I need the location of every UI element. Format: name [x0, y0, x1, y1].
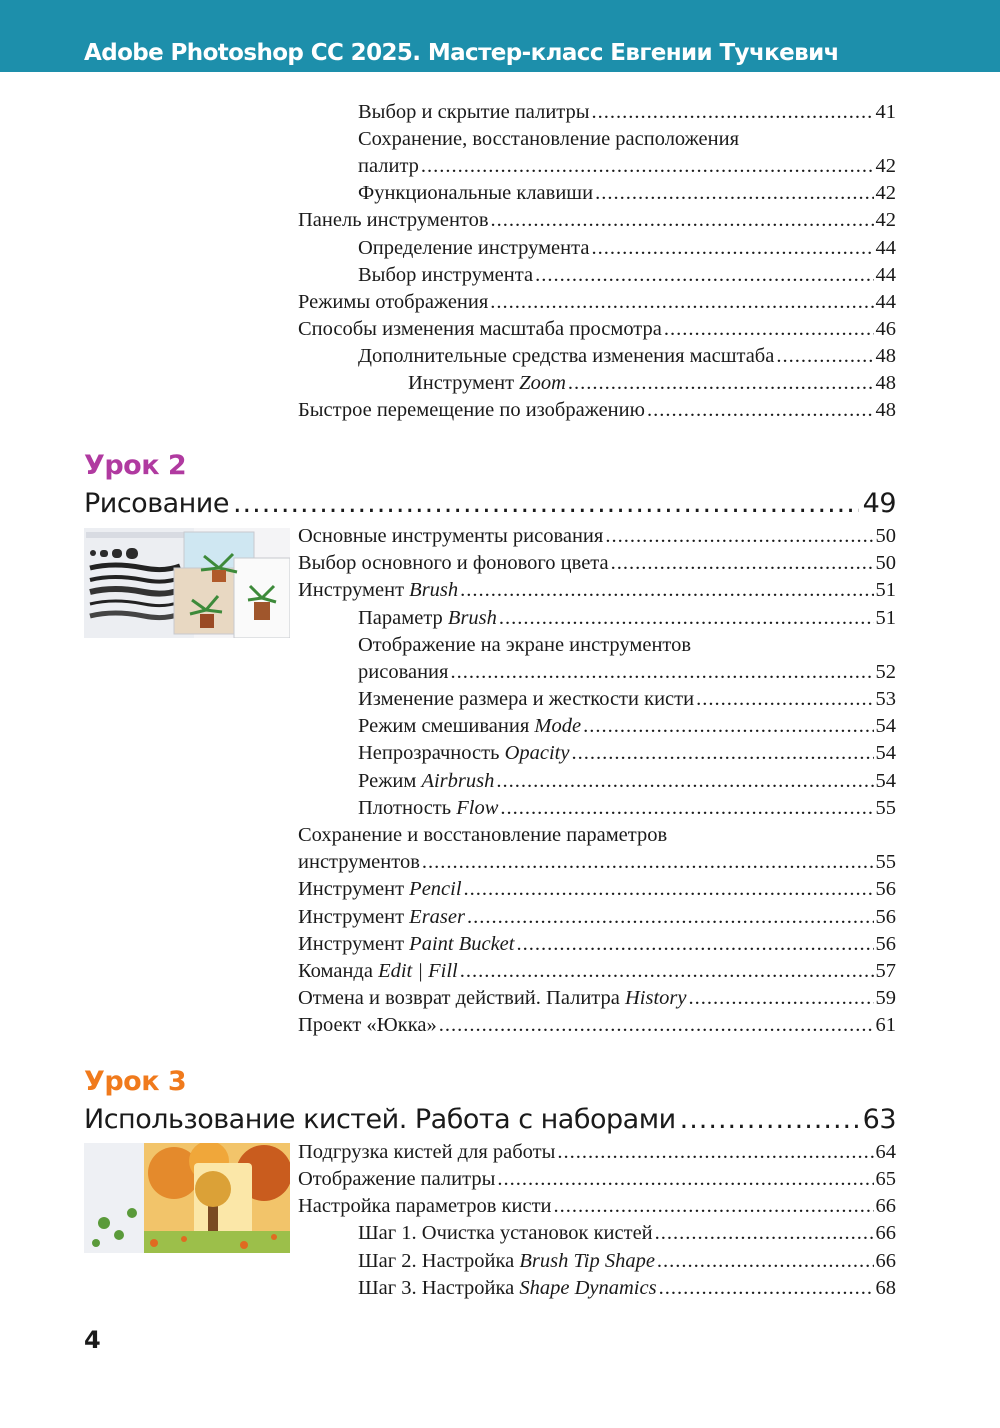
toc-entry[interactable] [358, 795, 896, 822]
toc-entry-text: Отмена и возврат действий. Палитра [298, 987, 620, 1009]
toc-entry[interactable] [298, 550, 896, 577]
lesson-3-title: Использование кистей. Работа с наборами [84, 1104, 676, 1135]
toc-entry-page: 59 [875, 987, 896, 1009]
leader-dots [422, 849, 874, 876]
toc-entry-page: 66 [875, 1250, 896, 1272]
toc-entry-page: 46 [875, 318, 896, 340]
leader-dots [554, 1193, 874, 1220]
toc-entry-title [298, 523, 603, 550]
toc-entry-title [298, 207, 489, 234]
leader-dots [647, 397, 874, 424]
toc-entry-page: 54 [875, 742, 896, 764]
toc-entry[interactable] [358, 740, 896, 767]
toc-entry[interactable] [408, 370, 896, 397]
toc-entry-term: Edit | Fill [378, 960, 458, 982]
toc-entry[interactable] [358, 153, 896, 180]
leader-dots [491, 207, 874, 234]
leader-dots [460, 577, 873, 604]
toc-entry[interactable] [298, 985, 896, 1012]
toc-entry-text: Шаг 2. Настройка [358, 1250, 515, 1272]
toc-entry-text: Проект «Юкка» [298, 1014, 437, 1036]
leader-dots [583, 713, 873, 740]
toc-entry-title [298, 1012, 437, 1039]
toc-entry-page: 54 [875, 715, 896, 737]
toc-entry-title [358, 1248, 655, 1275]
header-title: Adobe Photoshop CC 2025. Мастер-класс Евгении Тучкевич [84, 40, 839, 66]
leader-dots [557, 1139, 873, 1166]
lesson-3-page: 63 [862, 1104, 896, 1135]
toc-entry-title [298, 397, 645, 424]
lesson-3-title-row[interactable] [84, 1102, 896, 1138]
toc-entry-text: Панель инструментов [298, 209, 489, 231]
toc-entry-text: Выбор инструмента [358, 264, 534, 286]
leader-dots [591, 235, 873, 262]
toc-entry-text: Режимы отображения [298, 291, 489, 313]
toc-entry-text: Инструмент [298, 933, 405, 955]
toc-entry-text: Быстрое перемещение по изображению [298, 399, 645, 421]
toc-entry[interactable] [298, 1193, 896, 1220]
toc-entry-title [298, 822, 667, 849]
toc-entry-text: Инструмент [408, 372, 515, 394]
toc-entry-title [358, 740, 569, 767]
toc-entry[interactable] [358, 632, 896, 659]
toc-entry-title [358, 605, 497, 632]
leader-dots [592, 99, 874, 126]
toc-entry[interactable] [298, 523, 896, 550]
lesson-2-label: Урок 2 [84, 450, 187, 481]
toc-entry-title [298, 577, 458, 604]
toc-entry-term: Airbrush [421, 770, 495, 792]
toc-entry-text: инструментов [298, 851, 420, 873]
toc-entry-title [358, 659, 448, 686]
autumn-thumbnail [84, 1143, 290, 1253]
toc-entry-term: Brush [447, 607, 497, 629]
toc-entry-page: 50 [875, 552, 896, 574]
toc-entry-text: Основные инструменты рисования [298, 525, 604, 547]
leader-dots [500, 795, 873, 822]
toc-entry-text: Дополнительные средства изменения масштаба [358, 345, 775, 367]
toc-entry-term: Brush Tip Shape [519, 1250, 655, 1272]
toc-entry-page: 56 [875, 878, 896, 900]
toc-entry-page: 55 [875, 797, 896, 819]
toc-entry[interactable] [358, 659, 896, 686]
toc-entry-text: Непрозрачность [358, 742, 500, 764]
toc-entry-text: Параметр [358, 607, 443, 629]
leader-dots [664, 316, 874, 343]
leader-dots [490, 289, 873, 316]
leader-dots [689, 985, 874, 1012]
toc-entry-term: Opacity [504, 742, 570, 764]
toc-entry-title [298, 550, 609, 577]
toc-entry-text: Режим смешивания [358, 715, 530, 737]
toc-entry-page: 55 [875, 851, 896, 873]
toc-entry-term: Pencil [409, 878, 462, 900]
toc-entry-text: Выбор основного и фонового цвета [298, 552, 609, 574]
toc-entry-text: Настройка параметров кисти [298, 1195, 552, 1217]
toc-entry[interactable] [298, 577, 896, 604]
toc-entry[interactable] [298, 316, 896, 343]
toc-entry-title [298, 1166, 495, 1193]
leader-dots [655, 1220, 874, 1247]
toc-entry[interactable] [298, 1139, 896, 1166]
toc-entry-title [298, 1193, 552, 1220]
toc-entry-term: Brush [409, 579, 459, 601]
toc-entry-term: Eraser [409, 906, 465, 928]
toc-entry-term: Shape Dynamics [519, 1277, 657, 1299]
painting-thumbnail [84, 528, 290, 638]
toc-entry[interactable] [358, 605, 896, 632]
toc-entry-page: 53 [875, 688, 896, 710]
toc-entry-page: 56 [875, 933, 896, 955]
lesson-2-page: 49 [862, 488, 896, 519]
toc-entry-page: 44 [875, 291, 896, 313]
leader-dots [516, 931, 873, 958]
toc-entry-page: 51 [875, 579, 896, 601]
toc-entry-title [298, 1139, 555, 1166]
leader-dots [439, 1012, 874, 1039]
toc-entry-page: 65 [875, 1168, 896, 1190]
toc-entry-title [358, 343, 774, 370]
toc-entry-page: 61 [875, 1014, 896, 1036]
toc-entry-page: 42 [875, 209, 896, 231]
page-number: 4 [84, 1326, 101, 1354]
toc-entry[interactable] [298, 1012, 896, 1039]
toc-entry[interactable] [358, 768, 896, 795]
toc-entry-text: Инструмент [298, 579, 405, 601]
toc-entry-text: Шаг 3. Настройка [358, 1277, 515, 1299]
toc-entry[interactable] [358, 713, 896, 740]
toc-entry-title [298, 876, 462, 903]
toc-entry-term: History [625, 987, 687, 1009]
leader-dots [233, 486, 859, 522]
toc-entry-title [358, 686, 694, 713]
leader-dots [680, 1102, 859, 1138]
toc-entry-text: Определение инструмента [358, 237, 590, 259]
toc-entry-text: Инструмент [298, 906, 405, 928]
leader-dots [421, 153, 874, 180]
toc-entry[interactable] [358, 99, 896, 126]
toc-entry[interactable] [298, 207, 896, 234]
toc-entry-title [358, 768, 494, 795]
toc-entry-text: Команда [298, 960, 373, 982]
toc-entry-text: Сохранение, восстановление расположения [358, 128, 740, 150]
toc-entry[interactable] [298, 1166, 896, 1193]
toc-entry-title [358, 180, 593, 207]
toc-entry[interactable] [298, 822, 896, 849]
toc-entry[interactable] [298, 289, 896, 316]
running-header [0, 0, 1000, 72]
toc-entry[interactable] [358, 1275, 896, 1302]
toc-entry-page: 48 [875, 372, 896, 394]
toc-entry-text: Плотность [358, 797, 452, 819]
toc-entry[interactable] [298, 876, 896, 903]
lesson-2-title-row[interactable] [84, 486, 896, 522]
toc-entry[interactable] [358, 1220, 896, 1247]
toc-entry-text: Режим [358, 770, 417, 792]
toc-entry-page: 66 [875, 1222, 896, 1244]
toc-entry-page: 48 [875, 399, 896, 421]
toc-entry-page: 66 [875, 1195, 896, 1217]
toc-entry[interactable] [298, 904, 896, 931]
toc-entry-title [358, 1275, 657, 1302]
toc-entry-title [358, 795, 498, 822]
toc-entry-title [358, 632, 691, 659]
toc-entry-title [298, 289, 488, 316]
toc-entry-page: 42 [875, 182, 896, 204]
leader-dots [696, 686, 873, 713]
toc-entry[interactable] [298, 849, 896, 876]
toc-entry-title [358, 262, 533, 289]
toc-entry-page: 64 [875, 1141, 896, 1163]
leader-dots [605, 523, 873, 550]
toc-entry-term: Paint Bucket [409, 933, 515, 955]
leader-dots [535, 262, 873, 289]
toc-entry-term: Flow [456, 797, 499, 819]
toc-entry-text: рисования [358, 661, 449, 683]
leader-dots [611, 550, 874, 577]
toc-entry-title [358, 235, 589, 262]
toc-entry[interactable] [358, 126, 896, 153]
toc-entry-text: Инструмент [298, 878, 405, 900]
leader-dots [464, 876, 874, 903]
leader-dots [776, 343, 873, 370]
toc-entry-title [358, 153, 419, 180]
toc-entry[interactable] [298, 397, 896, 424]
toc-entry[interactable] [358, 180, 896, 207]
toc-entry-page: 68 [875, 1277, 896, 1299]
toc-entry-text: Отображение палитры [298, 1168, 496, 1190]
leader-dots [595, 180, 873, 207]
lesson-3-label: Урок 3 [84, 1066, 187, 1097]
toc-entry-page: 44 [875, 264, 896, 286]
toc-entry-page: 48 [875, 345, 896, 367]
toc-entry-page: 50 [875, 525, 896, 547]
toc-entry-text: Подгрузка кистей для работы [298, 1141, 556, 1163]
leader-dots [568, 370, 874, 397]
toc-entry-title [358, 713, 581, 740]
leader-dots [659, 1275, 874, 1302]
toc-entry[interactable] [298, 958, 896, 985]
leader-dots [497, 1166, 873, 1193]
toc-entry[interactable] [358, 235, 896, 262]
leader-dots [496, 768, 873, 795]
toc-entry[interactable] [358, 686, 896, 713]
toc-entry-page: 42 [875, 155, 896, 177]
leader-dots [467, 904, 874, 931]
toc-entry-title [298, 316, 662, 343]
toc-entry[interactable] [358, 262, 896, 289]
toc-entry-term: Mode [534, 715, 582, 737]
toc-entry-text: Функциональные клавиши [358, 182, 594, 204]
toc-entry-page: 44 [875, 237, 896, 259]
leader-dots [571, 740, 873, 767]
toc-entry-page: 52 [875, 661, 896, 683]
toc-entry-page: 51 [875, 607, 896, 629]
leader-dots [460, 958, 874, 985]
toc-entry[interactable] [358, 1248, 896, 1275]
toc-entry-page: 54 [875, 770, 896, 792]
toc-entry-text: Изменение размера и жесткости кисти [358, 688, 695, 710]
lesson-2-title: Рисование [84, 488, 229, 519]
leader-dots [499, 605, 874, 632]
toc-entry-title [298, 931, 514, 958]
toc-entry-title [358, 99, 590, 126]
toc-entry-text: Способы изменения масштаба просмотра [298, 318, 662, 340]
toc-entry-title [298, 985, 687, 1012]
leader-dots [657, 1248, 874, 1275]
toc-entry[interactable] [358, 343, 896, 370]
toc-entry[interactable] [298, 931, 896, 958]
toc-entry-text: Выбор и скрытие палитры [358, 101, 590, 123]
toc-entry-page: 57 [875, 960, 896, 982]
toc-entry-title [358, 1220, 653, 1247]
toc-entry-text: Шаг 1. Очистка установок кистей [358, 1222, 653, 1244]
toc-entry-text: палитр [358, 155, 419, 177]
leader-dots [450, 659, 873, 686]
toc-entry-text: Сохранение и восстановление параметров [298, 824, 668, 846]
toc-entry-title [298, 958, 458, 985]
toc-entry-term: Zoom [519, 372, 566, 394]
toc-entry-title [298, 904, 465, 931]
toc-entry-title [298, 849, 420, 876]
toc-entry-text: Отображение на экране инструментов [358, 634, 692, 656]
toc-entry-page: 56 [875, 906, 896, 928]
toc-entry-title [408, 370, 566, 397]
toc-entry-title [358, 126, 739, 153]
toc-entry-page: 41 [875, 101, 896, 123]
